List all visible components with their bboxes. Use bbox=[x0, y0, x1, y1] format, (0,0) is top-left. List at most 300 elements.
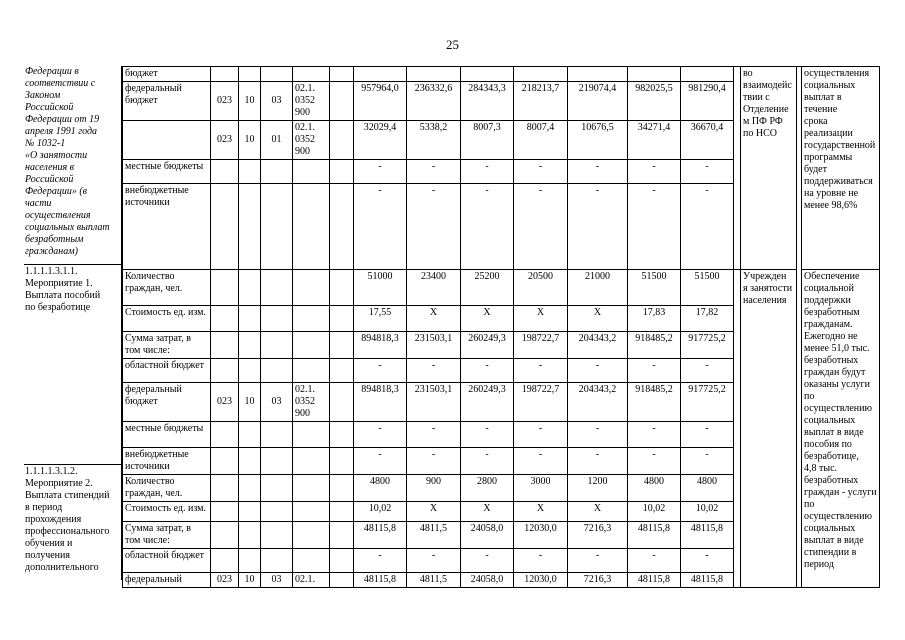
expected-result-cell-line: граждан - услуги bbox=[804, 487, 877, 498]
expected-result-cell-line: менее 51,0 тыс. bbox=[804, 343, 870, 354]
value-cell: - bbox=[568, 549, 628, 573]
csr-cell bbox=[293, 522, 330, 549]
grbs-cell bbox=[211, 522, 239, 549]
activity-title-line: Российской bbox=[25, 102, 74, 113]
activity-title-line: социальных выплат bbox=[25, 222, 110, 233]
activity-title-line: апреля 1991 года bbox=[25, 126, 98, 137]
value-cell: - bbox=[461, 549, 514, 573]
value-cell: 10,02 bbox=[354, 502, 407, 522]
executor-cell-line: во bbox=[743, 68, 753, 79]
value-cell: 24058,0 bbox=[461, 522, 514, 549]
rz-cell bbox=[239, 160, 261, 184]
grbs-cell: 023 bbox=[211, 82, 239, 121]
value-cell: 4811,5 bbox=[407, 522, 461, 549]
executor-cell-line: Отделение bbox=[743, 104, 789, 115]
expected-result-cell-line: безработице, bbox=[804, 451, 859, 462]
value-cell bbox=[354, 67, 407, 82]
value-cell: X bbox=[568, 306, 628, 332]
csr-cell bbox=[293, 184, 330, 270]
expected-result-cell-line: период bbox=[804, 559, 834, 570]
rz-cell bbox=[239, 332, 261, 359]
activity-title-line: № 1032-1 bbox=[25, 138, 66, 149]
executor-cell bbox=[741, 67, 797, 270]
source-label-cell: федеральный бюджет bbox=[123, 82, 211, 121]
value-cell: - bbox=[628, 359, 681, 383]
value-cell: - bbox=[628, 448, 681, 475]
value-cell: - bbox=[461, 422, 514, 448]
csr-cell bbox=[293, 502, 330, 522]
activity-title-line: Федерации» (в bbox=[25, 186, 88, 197]
value-cell: 21000 bbox=[568, 270, 628, 306]
expected-result-cell-line: Ежегодно не bbox=[804, 331, 858, 342]
value-cell: - bbox=[514, 422, 568, 448]
value-cell: 10,02 bbox=[681, 502, 734, 522]
vr-cell bbox=[330, 82, 354, 121]
pr-cell bbox=[261, 522, 293, 549]
csr-cell bbox=[293, 306, 330, 332]
value-cell: X bbox=[407, 306, 461, 332]
value-cell: 981290,4 bbox=[681, 82, 734, 121]
value-cell: 218213,7 bbox=[514, 82, 568, 121]
csr-cell bbox=[293, 332, 330, 359]
activity-title-line: обучения и bbox=[25, 538, 73, 549]
value-cell: - bbox=[568, 184, 628, 270]
value-cell: 982025,5 bbox=[628, 82, 681, 121]
vr-cell bbox=[330, 422, 354, 448]
value-cell: - bbox=[461, 448, 514, 475]
table-row bbox=[123, 270, 880, 306]
expected-result-cell-line: выплат в виде bbox=[804, 535, 864, 546]
value-cell bbox=[628, 67, 681, 82]
pr-cell bbox=[261, 448, 293, 475]
value-cell bbox=[514, 67, 568, 82]
expected-result-cell-line: осуществления bbox=[804, 68, 870, 79]
grbs-cell bbox=[211, 306, 239, 332]
expected-result-cell-line: выплат в течение bbox=[804, 92, 842, 115]
expected-result-cell-line: 4,8 тыс. bbox=[804, 463, 838, 474]
activity-title-line: прохождения bbox=[25, 514, 82, 525]
pr-cell: 01 bbox=[261, 121, 293, 160]
value-cell: 1200 bbox=[568, 475, 628, 502]
pr-cell bbox=[261, 502, 293, 522]
activity-title-lines bbox=[25, 466, 121, 574]
value-cell: 219074,4 bbox=[568, 82, 628, 121]
source-label-cell: Количество граждан, чел. bbox=[123, 270, 211, 306]
source-label-cell: Количество граждан, чел. bbox=[123, 475, 211, 502]
value-cell: - bbox=[681, 448, 734, 475]
activity-title-block-2 bbox=[25, 466, 121, 578]
source-label-cell: федеральный бюджет bbox=[123, 383, 211, 422]
activity-title-line: Мероприятие 2. bbox=[25, 478, 93, 489]
pr-cell bbox=[261, 306, 293, 332]
expected-result-cell-line: граждан будут bbox=[804, 367, 866, 378]
value-cell: 917725,2 bbox=[681, 383, 734, 422]
value-cell: - bbox=[514, 160, 568, 184]
grbs-cell bbox=[211, 184, 239, 270]
value-cell: 20500 bbox=[514, 270, 568, 306]
expected-result-cell-line: безработным bbox=[804, 307, 860, 318]
vr-cell bbox=[330, 549, 354, 573]
expected-result-cell-line: безработных bbox=[804, 475, 859, 486]
expected-result-cell-line: социальной bbox=[804, 283, 854, 294]
value-cell: - bbox=[628, 549, 681, 573]
csr-cell: 02.1. 0352 900 bbox=[293, 383, 330, 422]
expected-result-cell-line: срока реализации bbox=[804, 116, 853, 139]
pr-cell bbox=[261, 422, 293, 448]
csr-cell: 02.1. 0352 900 bbox=[293, 82, 330, 121]
value-cell: 51500 bbox=[628, 270, 681, 306]
value-cell: X bbox=[568, 502, 628, 522]
value-cell: X bbox=[461, 306, 514, 332]
value-cell: 4800 bbox=[354, 475, 407, 502]
value-cell: 7216,3 bbox=[568, 573, 628, 588]
value-cell: - bbox=[568, 448, 628, 475]
value-cell: 12030,0 bbox=[514, 573, 568, 588]
value-cell: 48115,8 bbox=[354, 573, 407, 588]
value-cell: X bbox=[514, 502, 568, 522]
vr-cell bbox=[330, 475, 354, 502]
grbs-cell: 023 bbox=[211, 573, 239, 588]
value-cell: 51500 bbox=[681, 270, 734, 306]
value-cell: 198722,7 bbox=[514, 383, 568, 422]
value-cell: 8007,4 bbox=[514, 121, 568, 160]
value-cell: - bbox=[681, 359, 734, 383]
vr-cell bbox=[330, 306, 354, 332]
activity-title-line: Федерации в bbox=[25, 66, 79, 77]
rz-cell bbox=[239, 359, 261, 383]
rz-cell bbox=[239, 306, 261, 332]
vr-cell bbox=[330, 573, 354, 588]
expected-result-cell-line: по bbox=[804, 499, 815, 510]
activity-title-line: соответствии с bbox=[25, 78, 96, 89]
rz-cell: 10 bbox=[239, 573, 261, 588]
activity-title-line: части bbox=[25, 198, 52, 209]
grbs-cell bbox=[211, 422, 239, 448]
csr-cell bbox=[293, 270, 330, 306]
csr-cell: 02.1. 0352 900 bbox=[293, 121, 330, 160]
pr-cell bbox=[261, 332, 293, 359]
value-cell: - bbox=[681, 549, 734, 573]
source-label-cell: внебюджетные источники bbox=[123, 448, 211, 475]
grbs-cell: 023 bbox=[211, 383, 239, 422]
value-cell: 10676,5 bbox=[568, 121, 628, 160]
value-cell: 48115,8 bbox=[681, 573, 734, 588]
value-cell: 25200 bbox=[461, 270, 514, 306]
grbs-cell bbox=[211, 475, 239, 502]
activity-title-line: Выплата пособий bbox=[25, 290, 101, 301]
pr-cell bbox=[261, 270, 293, 306]
csr-cell bbox=[293, 160, 330, 184]
expected-result-cell-line: социальных bbox=[804, 80, 856, 91]
value-cell: 34271,4 bbox=[628, 121, 681, 160]
activity-title-line: гражданам) bbox=[25, 246, 78, 257]
executor-cell bbox=[741, 270, 797, 588]
spacer-cell bbox=[734, 67, 741, 270]
expected-result-cell-line: социальных bbox=[804, 523, 856, 534]
executor-cell-line: я занятости bbox=[743, 283, 793, 294]
activity-title-line: 1.1.1.1.3.1.1. bbox=[25, 266, 78, 277]
expected-result-cell-line: государственной bbox=[804, 140, 876, 151]
value-cell: 231503,1 bbox=[407, 383, 461, 422]
expected-result-cell-line: осуществлению bbox=[804, 403, 872, 414]
value-cell: 24058,0 bbox=[461, 573, 514, 588]
value-cell: - bbox=[514, 448, 568, 475]
activity-title-line: Мероприятие 1. bbox=[25, 278, 93, 289]
activity-title-line: населения в bbox=[25, 162, 74, 173]
value-cell: 231503,1 bbox=[407, 332, 461, 359]
activity-title-line: осуществления bbox=[25, 210, 91, 221]
pr-cell bbox=[261, 359, 293, 383]
value-cell: - bbox=[407, 448, 461, 475]
value-cell: - bbox=[354, 422, 407, 448]
expected-result-cell-line: поддерживаться bbox=[804, 176, 873, 187]
value-cell: 204343,2 bbox=[568, 383, 628, 422]
value-cell: - bbox=[628, 160, 681, 184]
grbs-cell bbox=[211, 549, 239, 573]
expected-result-cell-line: поддержки bbox=[804, 295, 851, 306]
value-cell: 17,82 bbox=[681, 306, 734, 332]
expected-result-cell-line: по bbox=[804, 391, 815, 402]
value-cell: 918485,2 bbox=[628, 383, 681, 422]
csr-cell bbox=[293, 549, 330, 573]
value-cell: X bbox=[461, 502, 514, 522]
source-label-cell: областной бюджет bbox=[123, 359, 211, 383]
value-cell: - bbox=[461, 184, 514, 270]
source-label-cell: Стоимость ед. изм. bbox=[123, 306, 211, 332]
value-cell: 957964,0 bbox=[354, 82, 407, 121]
value-cell: 36670,4 bbox=[681, 121, 734, 160]
activity-title-line: Российской bbox=[25, 174, 74, 185]
value-cell: 894818,3 bbox=[354, 332, 407, 359]
value-cell: - bbox=[514, 549, 568, 573]
value-cell: 3000 bbox=[514, 475, 568, 502]
value-cell: 17,83 bbox=[628, 306, 681, 332]
grbs-cell bbox=[211, 502, 239, 522]
value-cell: - bbox=[568, 160, 628, 184]
value-cell: - bbox=[568, 359, 628, 383]
value-cell: - bbox=[628, 422, 681, 448]
value-cell: 236332,6 bbox=[407, 82, 461, 121]
vr-cell bbox=[330, 332, 354, 359]
activity-title-block-1 bbox=[25, 266, 121, 462]
executor-cell-line: Учрежден bbox=[743, 271, 787, 282]
value-cell: - bbox=[407, 422, 461, 448]
pr-cell bbox=[261, 67, 293, 82]
value-cell: X bbox=[407, 502, 461, 522]
rz-cell bbox=[239, 184, 261, 270]
value-cell bbox=[461, 67, 514, 82]
value-cell: 32029,4 bbox=[354, 121, 407, 160]
vr-cell bbox=[330, 184, 354, 270]
value-cell: 17,55 bbox=[354, 306, 407, 332]
value-cell: 12030,0 bbox=[514, 522, 568, 549]
value-cell: 204343,2 bbox=[568, 332, 628, 359]
value-cell: 7216,3 bbox=[568, 522, 628, 549]
pr-cell bbox=[261, 549, 293, 573]
value-cell: 284343,3 bbox=[461, 82, 514, 121]
value-cell: 900 bbox=[407, 475, 461, 502]
value-cell: - bbox=[568, 422, 628, 448]
source-label-cell: бюджет bbox=[123, 67, 211, 82]
activity-title-line: Законом bbox=[25, 90, 61, 101]
vr-cell bbox=[330, 383, 354, 422]
activity-title-line: получения bbox=[25, 550, 70, 561]
vr-cell bbox=[330, 502, 354, 522]
executor-cell-line: твии с bbox=[743, 92, 770, 103]
value-cell: - bbox=[461, 160, 514, 184]
rz-cell bbox=[239, 67, 261, 82]
value-cell: - bbox=[407, 160, 461, 184]
activity-title-line: в период bbox=[25, 502, 63, 513]
value-cell: 4800 bbox=[681, 475, 734, 502]
csr-cell bbox=[293, 475, 330, 502]
pr-cell bbox=[261, 160, 293, 184]
activity-title-line: Выплата стипендий bbox=[25, 490, 110, 501]
value-cell bbox=[568, 67, 628, 82]
value-cell: 260249,3 bbox=[461, 383, 514, 422]
value-cell: - bbox=[407, 184, 461, 270]
value-cell: 917725,2 bbox=[681, 332, 734, 359]
value-cell: - bbox=[354, 549, 407, 573]
value-cell: - bbox=[681, 184, 734, 270]
pr-cell bbox=[261, 184, 293, 270]
value-cell: 260249,3 bbox=[461, 332, 514, 359]
vr-cell bbox=[330, 448, 354, 475]
expected-result-cell-line: безработных bbox=[804, 355, 859, 366]
executor-cell-line: населения bbox=[743, 295, 787, 306]
value-cell: 2800 bbox=[461, 475, 514, 502]
activity-title-line: дополнительного bbox=[25, 562, 99, 573]
expected-result-cell-line: на уровне не bbox=[804, 188, 859, 199]
value-cell: - bbox=[514, 184, 568, 270]
grbs-cell bbox=[211, 332, 239, 359]
value-cell bbox=[681, 67, 734, 82]
grbs-cell: 023 bbox=[211, 121, 239, 160]
value-cell: - bbox=[354, 359, 407, 383]
rz-cell bbox=[239, 522, 261, 549]
value-cell: 48115,8 bbox=[354, 522, 407, 549]
source-label-cell: областной бюджет bbox=[123, 549, 211, 573]
vr-cell bbox=[330, 359, 354, 383]
executor-cell-line: м ПФ РФ bbox=[743, 116, 783, 127]
pr-cell: 03 bbox=[261, 82, 293, 121]
activity-title-line: Федерации от 19 bbox=[25, 114, 100, 125]
vr-cell bbox=[330, 67, 354, 82]
expected-result-cell-line: оказаны услуги bbox=[804, 379, 870, 390]
expected-result-cell bbox=[802, 67, 880, 270]
activity-title-lines bbox=[25, 266, 121, 314]
value-cell: 23400 bbox=[407, 270, 461, 306]
source-label-cell: местные бюджеты bbox=[123, 160, 211, 184]
rz-cell bbox=[239, 448, 261, 475]
pr-cell: 03 bbox=[261, 573, 293, 588]
grbs-cell bbox=[211, 359, 239, 383]
grbs-cell bbox=[211, 448, 239, 475]
value-cell: X bbox=[514, 306, 568, 332]
activity-title-lines bbox=[25, 66, 121, 258]
grbs-cell bbox=[211, 160, 239, 184]
csr-cell bbox=[293, 422, 330, 448]
expected-result-cell-line: менее 98,6% bbox=[804, 200, 858, 211]
value-cell: 10,02 bbox=[628, 502, 681, 522]
csr-cell bbox=[293, 359, 330, 383]
value-cell: - bbox=[628, 184, 681, 270]
value-cell bbox=[407, 67, 461, 82]
csr-cell bbox=[293, 67, 330, 82]
expected-result-cell-line: осуществлению bbox=[804, 511, 872, 522]
value-cell: - bbox=[354, 160, 407, 184]
spacer-cell bbox=[734, 270, 741, 588]
pr-cell bbox=[261, 475, 293, 502]
source-label-cell: местные бюджеты bbox=[123, 422, 211, 448]
vr-cell bbox=[330, 121, 354, 160]
vr-cell bbox=[330, 522, 354, 549]
rz-cell: 10 bbox=[239, 383, 261, 422]
value-cell: 51000 bbox=[354, 270, 407, 306]
rz-cell bbox=[239, 549, 261, 573]
value-cell: - bbox=[681, 160, 734, 184]
value-cell: 4811,5 bbox=[407, 573, 461, 588]
expected-result-cell-line: выплат в виде bbox=[804, 427, 864, 438]
activity-title-line: безработным bbox=[25, 234, 84, 245]
csr-cell bbox=[293, 448, 330, 475]
rz-cell: 10 bbox=[239, 121, 261, 160]
value-cell: - bbox=[407, 549, 461, 573]
expected-result-cell bbox=[802, 270, 880, 588]
value-cell: 48115,8 bbox=[628, 522, 681, 549]
value-cell: 48115,8 bbox=[681, 522, 734, 549]
rz-cell: 10 bbox=[239, 82, 261, 121]
value-cell: 918485,2 bbox=[628, 332, 681, 359]
source-label-cell: Сумма затрат, в том числе: bbox=[123, 332, 211, 359]
source-label-cell: федеральный bbox=[123, 573, 211, 588]
expected-result-cell-line: гражданам. bbox=[804, 319, 853, 330]
activity-title-line: «О занятости bbox=[25, 150, 88, 161]
value-cell: 5338,2 bbox=[407, 121, 461, 160]
source-label-cell: Стоимость ед. изм. bbox=[123, 502, 211, 522]
value-cell: - bbox=[681, 422, 734, 448]
vr-cell bbox=[330, 270, 354, 306]
value-cell: 894818,3 bbox=[354, 383, 407, 422]
value-cell: 8007,3 bbox=[461, 121, 514, 160]
page-number: 25 bbox=[446, 37, 459, 52]
activity-title-line: 1.1.1.1.3.1.2. bbox=[25, 466, 78, 477]
financing-table bbox=[122, 66, 880, 588]
value-cell: - bbox=[461, 359, 514, 383]
rz-cell bbox=[239, 270, 261, 306]
activity-title-line: по безработице bbox=[25, 302, 91, 313]
vr-cell bbox=[330, 160, 354, 184]
executor-cell-line: взаимодейс bbox=[743, 80, 792, 91]
value-cell: - bbox=[354, 448, 407, 475]
grbs-cell bbox=[211, 67, 239, 82]
rz-cell bbox=[239, 422, 261, 448]
value-cell: - bbox=[514, 359, 568, 383]
expected-result-cell-line: пособия по bbox=[804, 439, 852, 450]
value-cell: 48115,8 bbox=[628, 573, 681, 588]
expected-result-cell-line: Обеспечение bbox=[804, 271, 860, 282]
value-cell: - bbox=[407, 359, 461, 383]
table-row bbox=[123, 67, 880, 82]
source-label-cell bbox=[123, 121, 211, 160]
value-cell: - bbox=[354, 184, 407, 270]
csr-cell: 02.1. bbox=[293, 573, 330, 588]
source-label-cell: внебюджетные источники bbox=[123, 184, 211, 270]
rz-cell bbox=[239, 502, 261, 522]
expected-result-cell-line: стипендии в bbox=[804, 547, 857, 558]
activity-title-block-0 bbox=[25, 66, 121, 264]
rz-cell bbox=[239, 475, 261, 502]
